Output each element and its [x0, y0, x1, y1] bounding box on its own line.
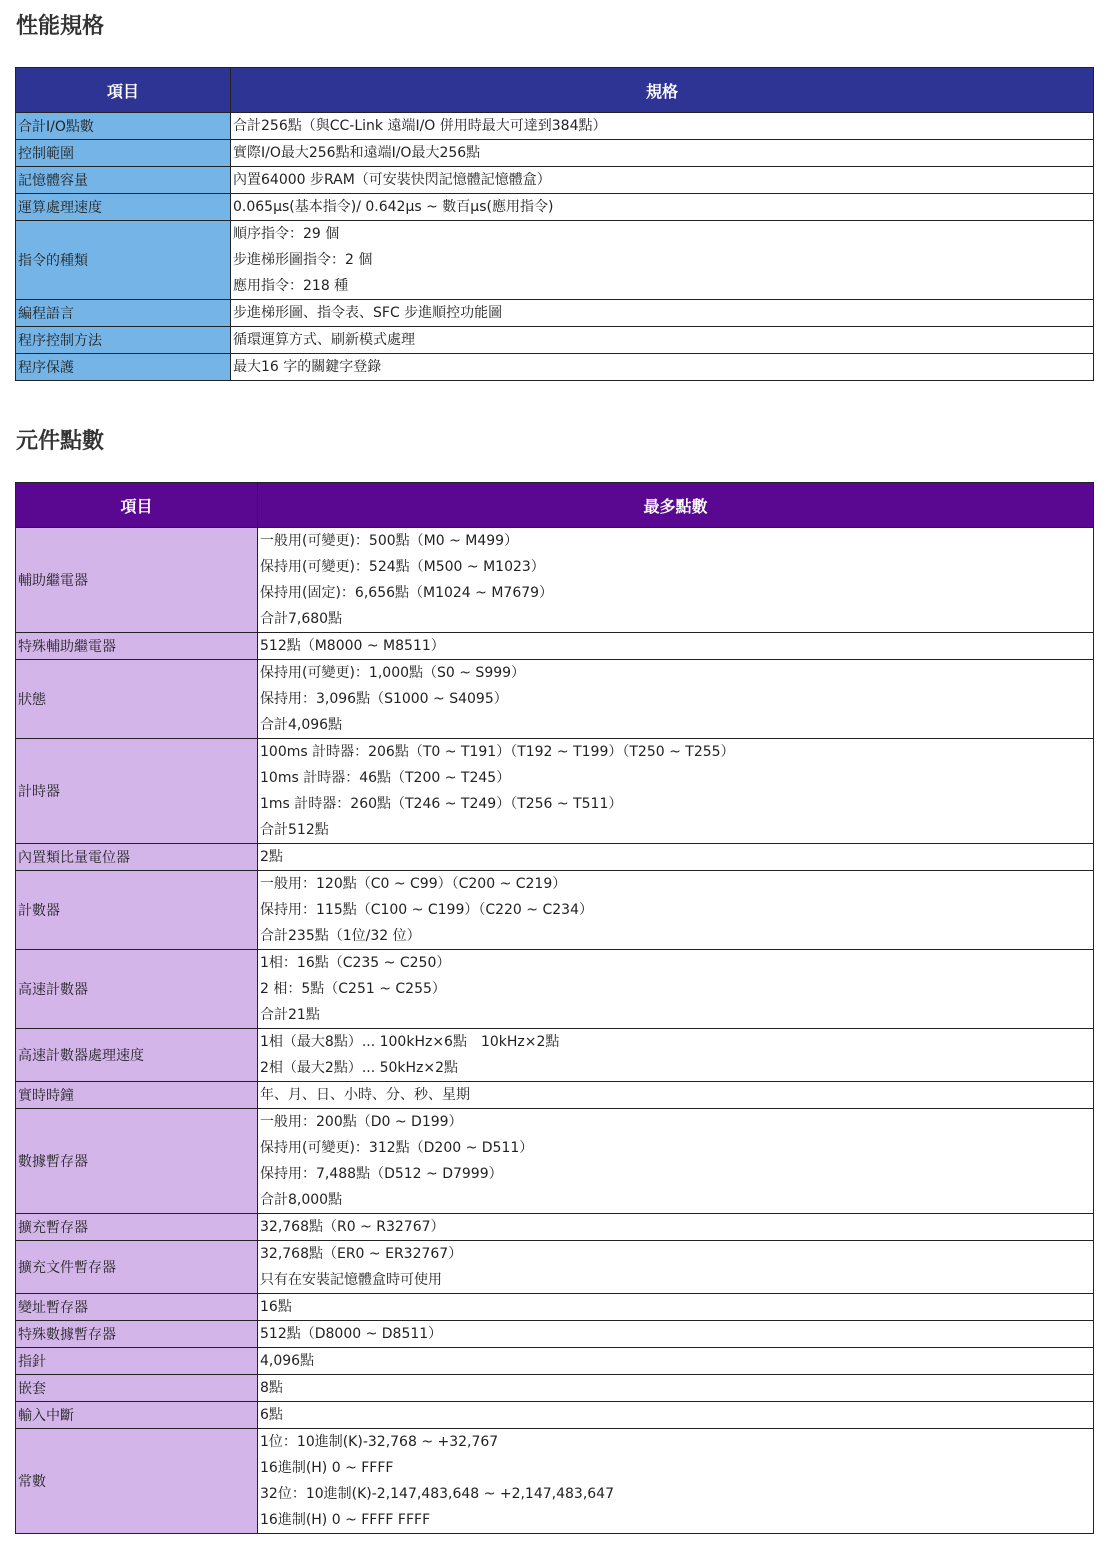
value-line: 16進制(H) 0 ~ FFFF	[260, 1460, 394, 1476]
value-line: 100ms 計時器：206點（T0 ~ T191）（T192 ~ T199）（T250 ~ T255）	[260, 744, 735, 760]
value-line: 保持用(固定)：6,656點（M1024 ~ M7679）	[260, 585, 554, 601]
value-line: 合計512點	[260, 822, 329, 838]
row-value	[258, 1241, 1094, 1294]
row-value	[231, 167, 1094, 194]
row-label: 變址暫存器	[16, 1294, 258, 1321]
value-line: 1ms 計時器：260點（T246 ~ T249）（T256 ~ T511）	[260, 796, 623, 812]
value-line: 1相：16點（C235 ~ C250）	[260, 955, 451, 971]
row-value	[258, 528, 1094, 633]
row-label: 合計I/O點數	[16, 113, 231, 140]
table-row	[16, 1402, 1094, 1429]
row-label: 狀態	[16, 660, 258, 739]
table-row	[16, 528, 1094, 633]
table-row	[16, 950, 1094, 1029]
table-row	[16, 1241, 1094, 1294]
row-value	[231, 327, 1094, 354]
value-line: 內置64000 步RAM（可安裝快閃記憶體記憶體盒）	[233, 172, 551, 188]
row-value	[231, 354, 1094, 381]
value-line: 應用指令：218 種	[233, 278, 349, 294]
row-value	[258, 660, 1094, 739]
table-row	[16, 1082, 1094, 1109]
row-label: 擴充暫存器	[16, 1214, 258, 1241]
row-label: 程序控制方法	[16, 327, 231, 354]
value-line: 0.065μs(基本指令)/ 0.642μs ~ 數百μs(應用指令)	[233, 199, 554, 215]
table-row	[16, 194, 1094, 221]
table-row	[16, 844, 1094, 871]
row-value	[231, 221, 1094, 300]
table-row	[16, 327, 1094, 354]
value-line: 512點（M8000 ~ M8511）	[260, 638, 445, 654]
row-label: 編程語言	[16, 300, 231, 327]
performance-spec-table	[15, 67, 1094, 381]
value-line: 1位：10進制(K)-32,768 ~ +32,767	[260, 1434, 499, 1450]
value-line: 合計235點（1位/32 位）	[260, 928, 421, 944]
row-label: 指針	[16, 1348, 258, 1375]
value-line: 6點	[260, 1407, 283, 1423]
value-line: 合計8,000點	[260, 1192, 343, 1208]
row-value	[258, 1214, 1094, 1241]
value-line: 32位：10進制(K)-2,147,483,648 ~ +2,147,483,647	[260, 1486, 614, 1502]
row-label: 指令的種類	[16, 221, 231, 300]
value-line: 實際I/O最大256點和遠端I/O最大256點	[233, 145, 481, 161]
row-value	[258, 1082, 1094, 1109]
device-points-table	[15, 482, 1094, 1534]
value-line: 8點	[260, 1380, 283, 1396]
row-value	[258, 739, 1094, 844]
table-row	[16, 1029, 1094, 1082]
table-header-row	[16, 68, 1094, 113]
value-line: 保持用(可變更)：524點（M500 ~ M1023）	[260, 559, 545, 575]
table-row	[16, 1109, 1094, 1214]
row-value	[258, 1321, 1094, 1348]
row-label: 高速計數器處理速度	[16, 1029, 258, 1082]
value-line: 4,096點	[260, 1353, 315, 1369]
table-row	[16, 1214, 1094, 1241]
value-line: 順序指令：29 個	[233, 226, 340, 242]
value-line: 保持用：3,096點（S1000 ~ S4095）	[260, 691, 508, 707]
row-label: 嵌套	[16, 1375, 258, 1402]
row-value	[231, 194, 1094, 221]
row-label: 計時器	[16, 739, 258, 844]
row-value	[258, 844, 1094, 871]
column-header-spec: 規格	[231, 68, 1094, 113]
table-row	[16, 354, 1094, 381]
row-label: 高速計數器	[16, 950, 258, 1029]
value-line: 一般用(可變更)：500點（M0 ~ M499）	[260, 533, 519, 549]
value-line: 16進制(H) 0 ~ FFFF FFFF	[260, 1512, 431, 1528]
row-label: 內置類比量電位器	[16, 844, 258, 871]
table-row	[16, 1429, 1094, 1534]
row-value	[258, 871, 1094, 950]
row-label: 實時時鐘	[16, 1082, 258, 1109]
value-line: 2點	[260, 849, 283, 865]
row-label: 控制範圍	[16, 140, 231, 167]
value-line: 一般用：120點（C0 ~ C99）（C200 ~ C219）	[260, 876, 567, 892]
row-value	[258, 950, 1094, 1029]
row-value	[258, 1375, 1094, 1402]
table-row	[16, 871, 1094, 950]
value-line: 合計4,096點	[260, 717, 343, 733]
table-row	[16, 167, 1094, 194]
value-line: 保持用：7,488點（D512 ~ D7999）	[260, 1166, 503, 1182]
table-row	[16, 1321, 1094, 1348]
value-line: 1相（最大8點）... 100kHz×6點 10kHz×2點	[260, 1034, 560, 1050]
row-label: 常數	[16, 1429, 258, 1534]
column-header-max-points: 最多點數	[258, 483, 1094, 528]
value-line: 10ms 計時器：46點（T200 ~ T245）	[260, 770, 511, 786]
value-line: 合計21點	[260, 1007, 320, 1023]
table-row	[16, 113, 1094, 140]
row-value	[258, 1109, 1094, 1214]
table-row	[16, 140, 1094, 167]
value-line: 合計256點（與CC-Link 遠端I/O 併用時最大可達到384點）	[233, 118, 607, 134]
row-label: 特殊數據暫存器	[16, 1321, 258, 1348]
value-line: 步進梯形圖、指令表、SFC 步進順控功能圖	[233, 305, 503, 321]
performance-section-title: 性能規格	[16, 14, 105, 39]
row-value	[258, 1402, 1094, 1429]
table-row	[16, 221, 1094, 300]
row-value	[258, 1429, 1094, 1534]
row-value	[258, 1294, 1094, 1321]
row-value	[258, 633, 1094, 660]
value-line: 保持用(可變更)：1,000點（S0 ~ S999）	[260, 665, 526, 681]
value-line: 2相（最大2點）... 50kHz×2點	[260, 1060, 459, 1076]
value-line: 步進梯形圖指令：2 個	[233, 252, 373, 268]
value-line: 32,768點（ER0 ~ ER32767）	[260, 1246, 463, 1262]
row-label: 特殊輔助繼電器	[16, 633, 258, 660]
row-value	[231, 300, 1094, 327]
value-line: 16點	[260, 1299, 292, 1315]
row-value	[258, 1348, 1094, 1375]
value-line: 循環運算方式、刷新模式處理	[233, 332, 415, 348]
value-line: 年、月、日、小時、分、秒、星期	[260, 1087, 470, 1103]
devices-section-title: 元件點數	[16, 429, 105, 454]
column-header-item: 項目	[16, 68, 231, 113]
table-row	[16, 633, 1094, 660]
row-label: 輔助繼電器	[16, 528, 258, 633]
table-row	[16, 1348, 1094, 1375]
value-line: 保持用(可變更)：312點（D200 ~ D511）	[260, 1140, 534, 1156]
value-line: 只有在安裝記憶體盒時可使用	[260, 1272, 442, 1288]
table-header-row	[16, 483, 1094, 528]
value-line: 一般用：200點（D0 ~ D199）	[260, 1114, 463, 1130]
table-row	[16, 660, 1094, 739]
value-line: 合計7,680點	[260, 611, 343, 627]
value-line: 32,768點（R0 ~ R32767）	[260, 1219, 445, 1235]
row-label: 程序保護	[16, 354, 231, 381]
value-line: 512點（D8000 ~ D8511）	[260, 1326, 443, 1342]
value-line: 最大16 字的關鍵字登錄	[233, 359, 382, 375]
table-row	[16, 300, 1094, 327]
table-row	[16, 739, 1094, 844]
value-line: 保持用：115點（C100 ~ C199）（C220 ~ C234）	[260, 902, 593, 918]
row-label: 記憶體容量	[16, 167, 231, 194]
row-label: 數據暫存器	[16, 1109, 258, 1214]
column-header-item: 項目	[16, 483, 258, 528]
row-label: 計數器	[16, 871, 258, 950]
value-line: 2 相：5點（C251 ~ C255）	[260, 981, 446, 997]
row-label: 擴充文件暫存器	[16, 1241, 258, 1294]
table-row	[16, 1294, 1094, 1321]
table-row	[16, 1375, 1094, 1402]
row-label: 運算處理速度	[16, 194, 231, 221]
row-value	[231, 113, 1094, 140]
row-label: 輸入中斷	[16, 1402, 258, 1429]
row-value	[231, 140, 1094, 167]
row-value	[258, 1029, 1094, 1082]
